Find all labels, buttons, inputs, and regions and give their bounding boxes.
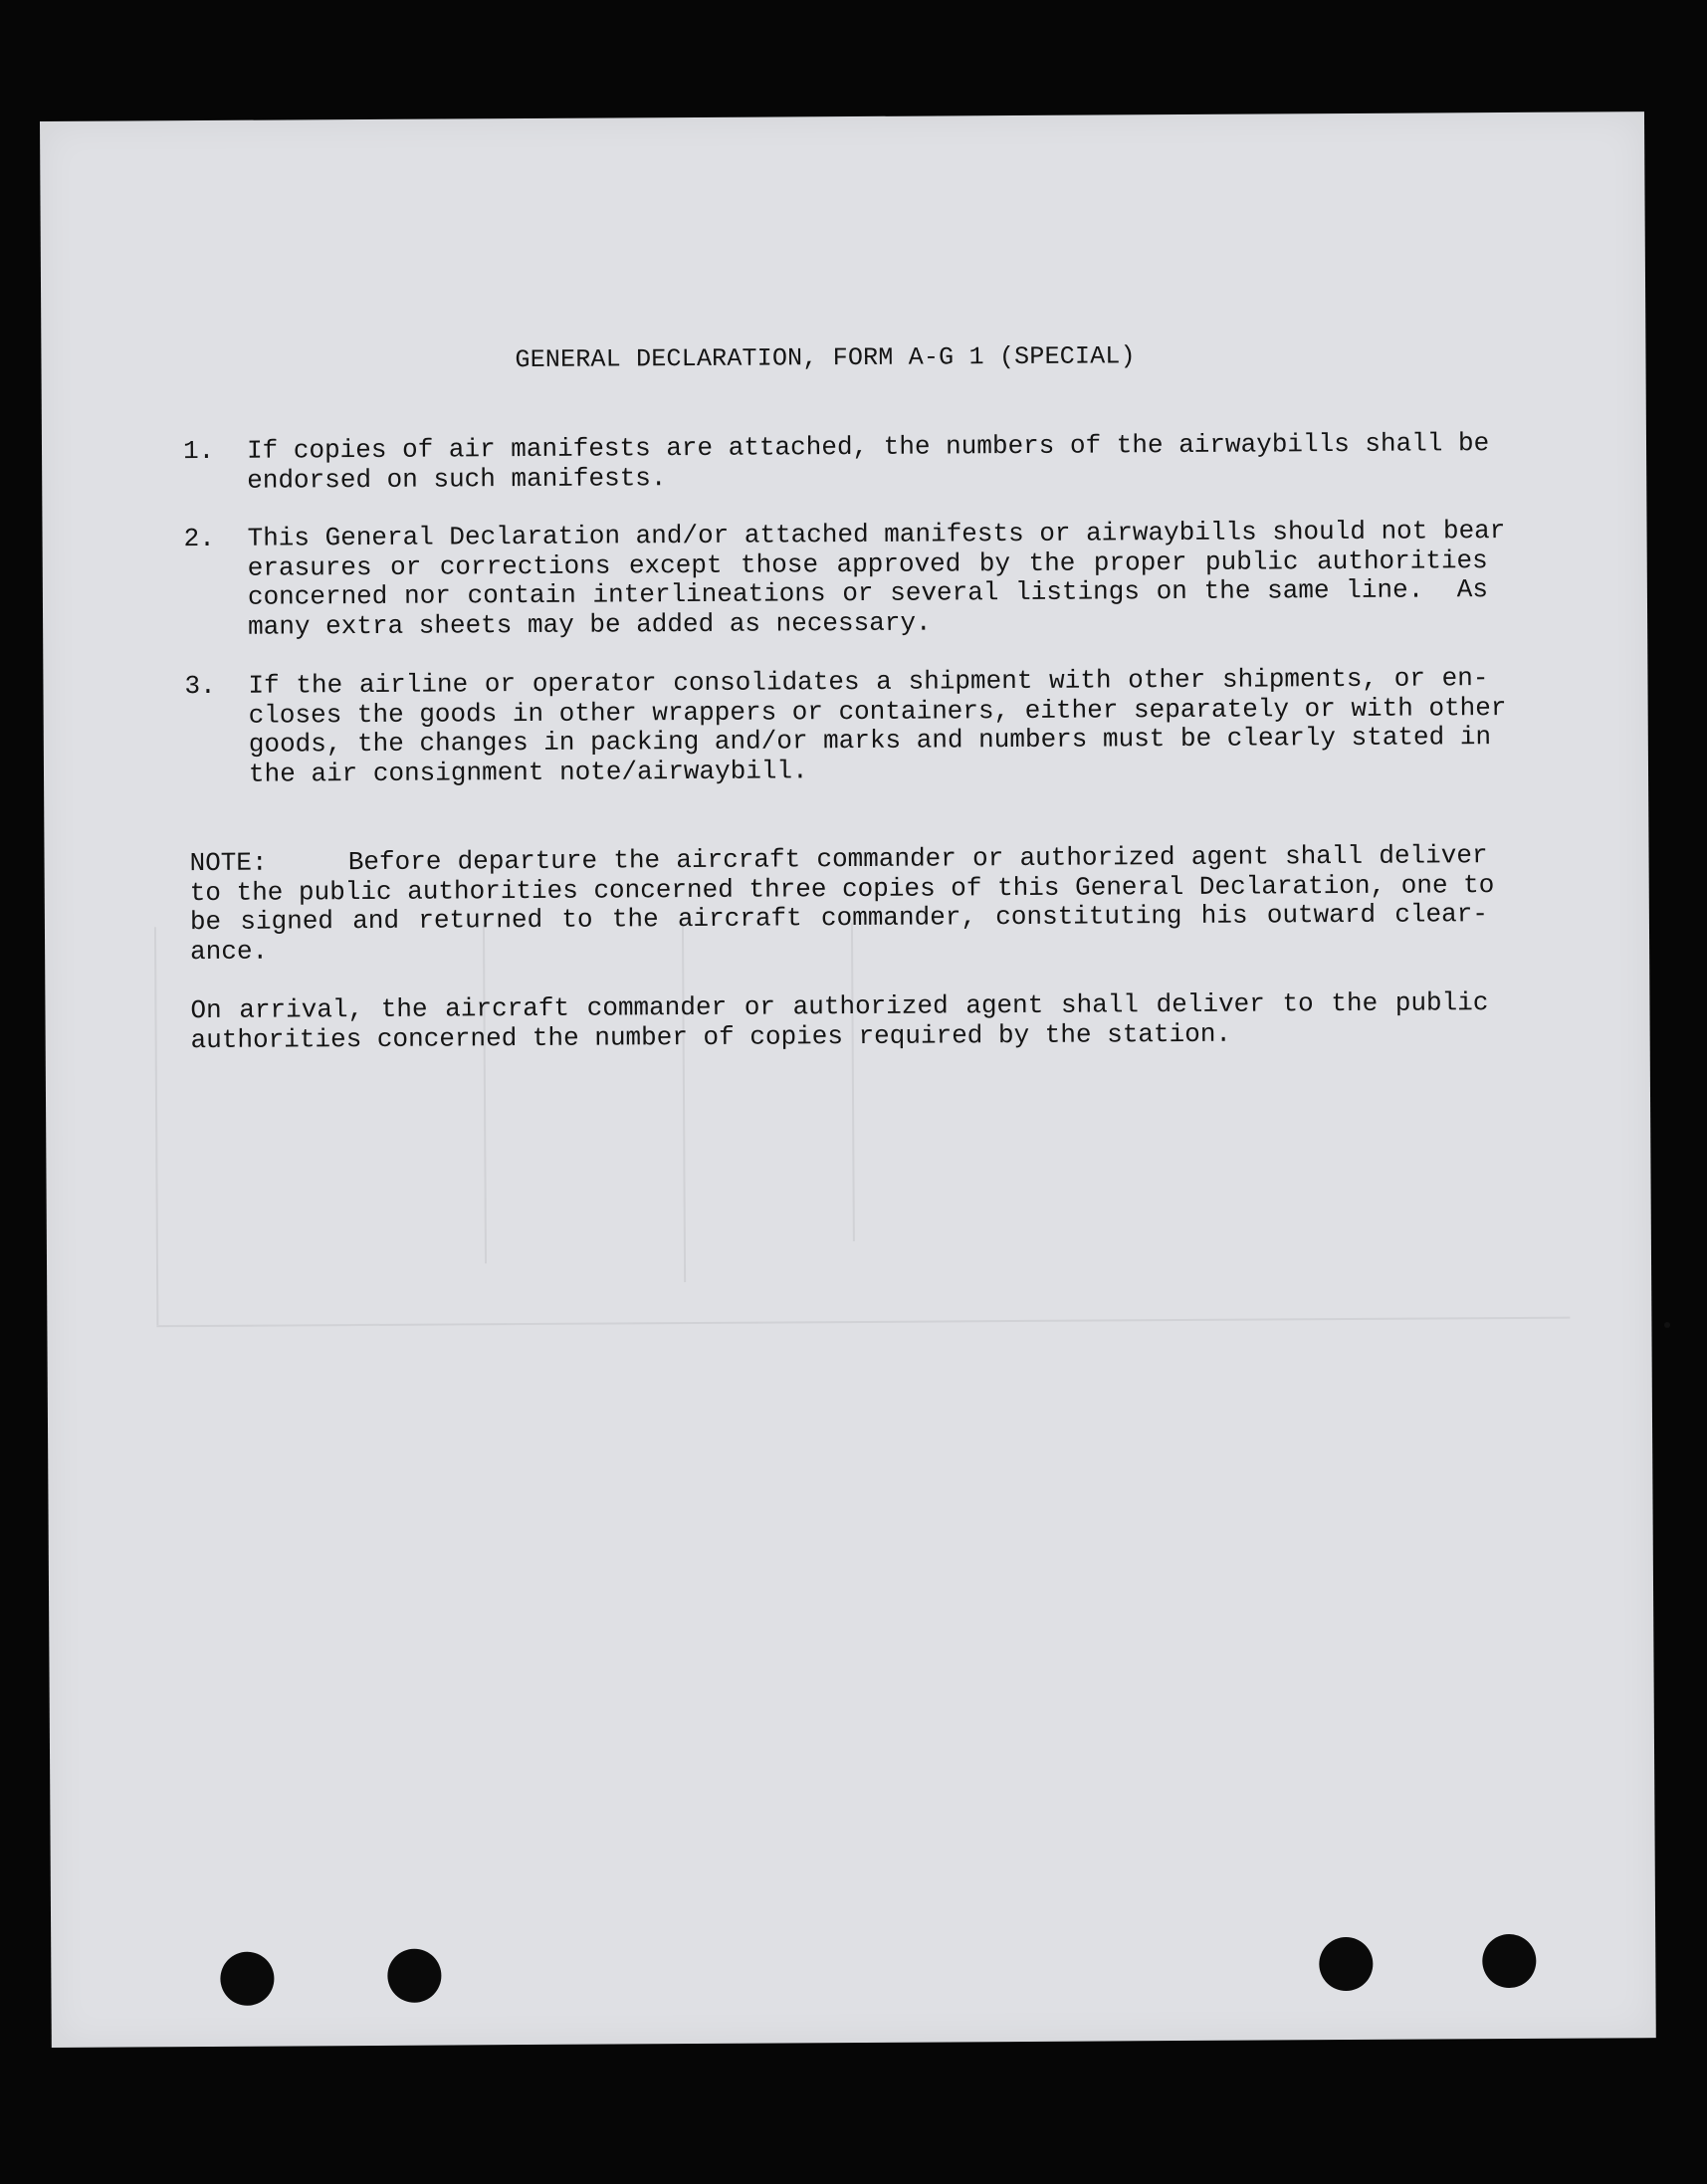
item-line: endorsed on such manifests. bbox=[247, 462, 667, 496]
document-title: GENERAL DECLARATION, FORM A-G 1 (SPECIAL) bbox=[515, 341, 1136, 375]
item-line: If copies of air manifests are attached, the numbers of the airwaybills shall be bbox=[246, 428, 1490, 466]
item-number: 1. bbox=[182, 435, 215, 467]
arrival-paragraph bbox=[190, 988, 1488, 1055]
item-line: If the airline or operator consolidates a shipment with other shipments, or en- bbox=[248, 663, 1489, 701]
note-line: ance. bbox=[190, 936, 269, 967]
punch-hole bbox=[220, 1952, 274, 2006]
item-line: many extra sheets may be added as necessary. bbox=[248, 607, 932, 642]
instruction-item-1 bbox=[182, 428, 1490, 496]
note-line: NOTE: Before departure the aircraft commander or authorized agent shall deliver bbox=[189, 840, 1488, 879]
item-line: concerned nor contain interlineations or several listings on the same line. As bbox=[247, 574, 1488, 612]
item-line: goods, the changes in packing and/or marks and numbers must be clearly stated in bbox=[248, 722, 1492, 760]
scan-speck bbox=[1664, 1322, 1670, 1328]
item-line: closes the goods in other wrappers or containers, either separately or with other bbox=[248, 692, 1507, 731]
declaration-text bbox=[40, 111, 1644, 1055]
instruction-item-2 bbox=[183, 516, 1506, 642]
item-number: 3. bbox=[184, 670, 216, 702]
item-line: erasures or corrections except those approved by the proper public authorities bbox=[247, 545, 1488, 583]
punch-hole bbox=[1319, 1937, 1373, 1991]
note-paragraph bbox=[189, 840, 1495, 967]
punch-hole bbox=[387, 1949, 441, 2003]
bleed-through-marks bbox=[154, 919, 1574, 1923]
instruction-item-3 bbox=[184, 663, 1507, 789]
arrival-line: authorities concerned the number of copies required by the station. bbox=[190, 1018, 1232, 1055]
item-line: This General Declaration and/or attached manifests or airwaybills should not bear bbox=[247, 516, 1506, 553]
arrival-line: On arrival, the aircraft commander or authorized agent shall deliver to the public bbox=[190, 987, 1489, 1026]
item-line: the air consignment note/airwaybill. bbox=[248, 755, 808, 789]
item-number: 2. bbox=[183, 523, 215, 554]
paper-sheet bbox=[40, 111, 1656, 2048]
note-line: be signed and returned to the aircraft commander, constituting his outward clear- bbox=[189, 899, 1488, 938]
punch-hole bbox=[1482, 1934, 1536, 1988]
note-line: to the public authorities concerned three copies of this General Declaration, one to bbox=[189, 869, 1495, 908]
